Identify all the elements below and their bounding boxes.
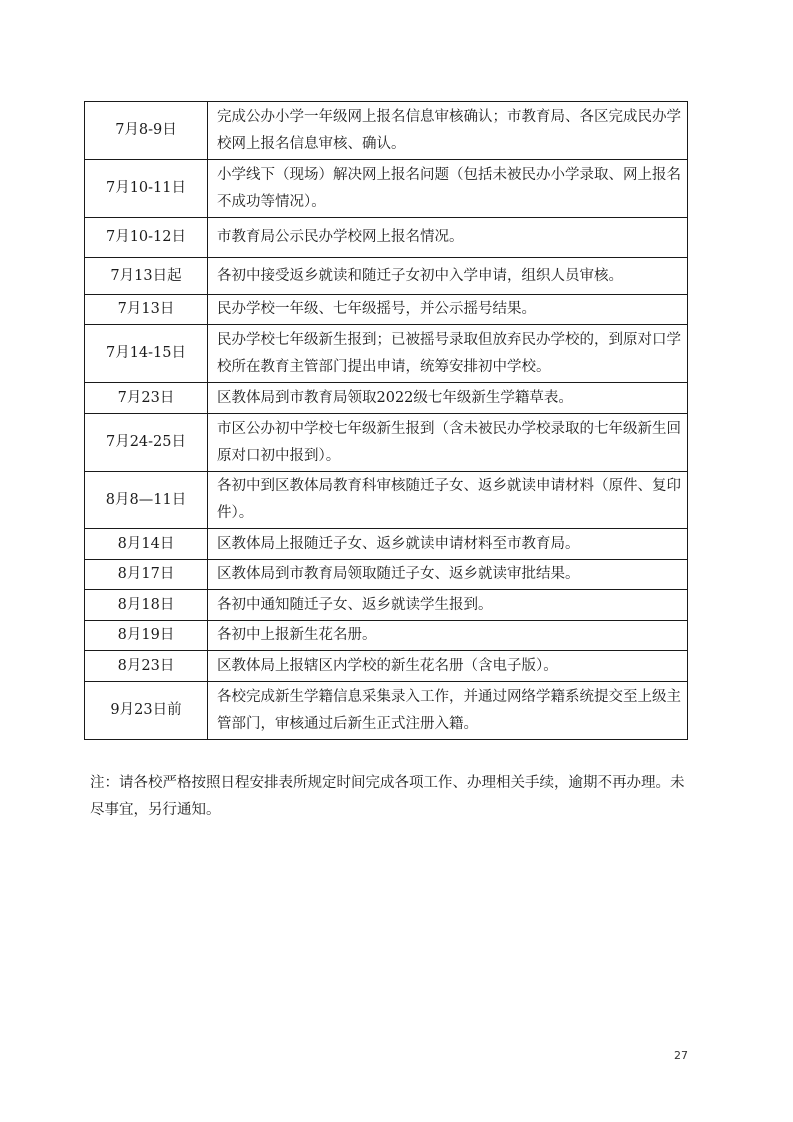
date-cell: 8月19日 (85, 621, 208, 651)
date-cell: 8月17日 (85, 560, 208, 590)
date-cell: 7月10-12日 (85, 218, 208, 258)
description-cell: 区教体局到市教育局领取随迁子女、返乡就读审批结果。 (208, 560, 688, 590)
table-row (85, 160, 688, 218)
description-cell: 市教育局公示民办学校网上报名情况。 (208, 218, 688, 258)
description-cell: 民办学校七年级新生报到；已被摇号录取但放弃民办学校的，到原对口学校所在教育主管部门提出申请，统筹安排初中学校。 (208, 325, 688, 383)
table-row (85, 682, 688, 740)
date-cell: 7月13日起 (85, 258, 208, 295)
description-cell: 各初中到区教体局教育科审核随迁子女、返乡就读申请材料（原件、复印件）。 (208, 472, 688, 529)
table-row (85, 414, 688, 472)
table-row (85, 529, 688, 560)
date-cell: 7月13日 (85, 295, 208, 325)
date-cell: 7月24-25日 (85, 414, 208, 472)
description-cell: 各校完成新生学籍信息采集录入工作，并通过网络学籍系统提交至上级主管部门，审核通过后新生正式注册入籍。 (208, 682, 688, 740)
footnote: 注：请各校严格按照日程安排表所规定时间完成各项工作、办理相关手续，逾期不再办理。未尽事宜，另行通知。 (90, 775, 685, 818)
table-row (85, 383, 688, 414)
table-row (85, 218, 688, 258)
date-cell: 7月10-11日 (85, 160, 208, 218)
description-cell: 小学线下（现场）解决网上报名问题（包括未被民办小学录取、网上报名不成功等情况）。 (208, 160, 688, 218)
description-cell: 区教体局上报辖区内学校的新生花名册（含电子版）。 (208, 651, 688, 682)
description-cell: 各初中上报新生花名册。 (208, 621, 688, 651)
description-cell: 各初中接受返乡就读和随迁子女初中入学申请，组织人员审核。 (208, 258, 688, 295)
description-cell: 市区公办初中学校七年级新生报到（含未被民办学校录取的七年级新生回原对口初中报到）。 (208, 414, 688, 472)
description-cell: 各初中通知随迁子女、返乡就读学生报到。 (208, 590, 688, 621)
table-row (85, 651, 688, 682)
date-cell: 7月14-15日 (85, 325, 208, 383)
table-row (85, 325, 688, 383)
table-row (85, 258, 688, 295)
description-cell: 区教体局到市教育局领取2022级七年级新生学籍草表。 (208, 383, 688, 414)
table-row (85, 102, 688, 160)
date-cell: 8月18日 (85, 590, 208, 621)
date-cell: 7月8-9日 (85, 102, 208, 160)
date-cell: 8月23日 (85, 651, 208, 682)
table-row (85, 560, 688, 590)
date-cell: 8月14日 (85, 529, 208, 560)
table-row (85, 472, 688, 529)
page-number: 27 (674, 1049, 688, 1062)
date-cell: 9月23日前 (85, 682, 208, 740)
date-cell: 7月23日 (85, 383, 208, 414)
description-cell: 完成公办小学一年级网上报名信息审核确认；市教育局、各区完成民办学校网上报名信息审核、确认。 (208, 102, 688, 160)
description-cell: 民办学校一年级、七年级摇号，并公示摇号结果。 (208, 295, 688, 325)
table-row (85, 590, 688, 621)
table-row (85, 621, 688, 651)
schedule-table (84, 101, 688, 740)
description-cell: 区教体局上报随迁子女、返乡就读申请材料至市教育局。 (208, 529, 688, 560)
date-cell: 8月8—11日 (85, 472, 208, 529)
table-row (85, 295, 688, 325)
